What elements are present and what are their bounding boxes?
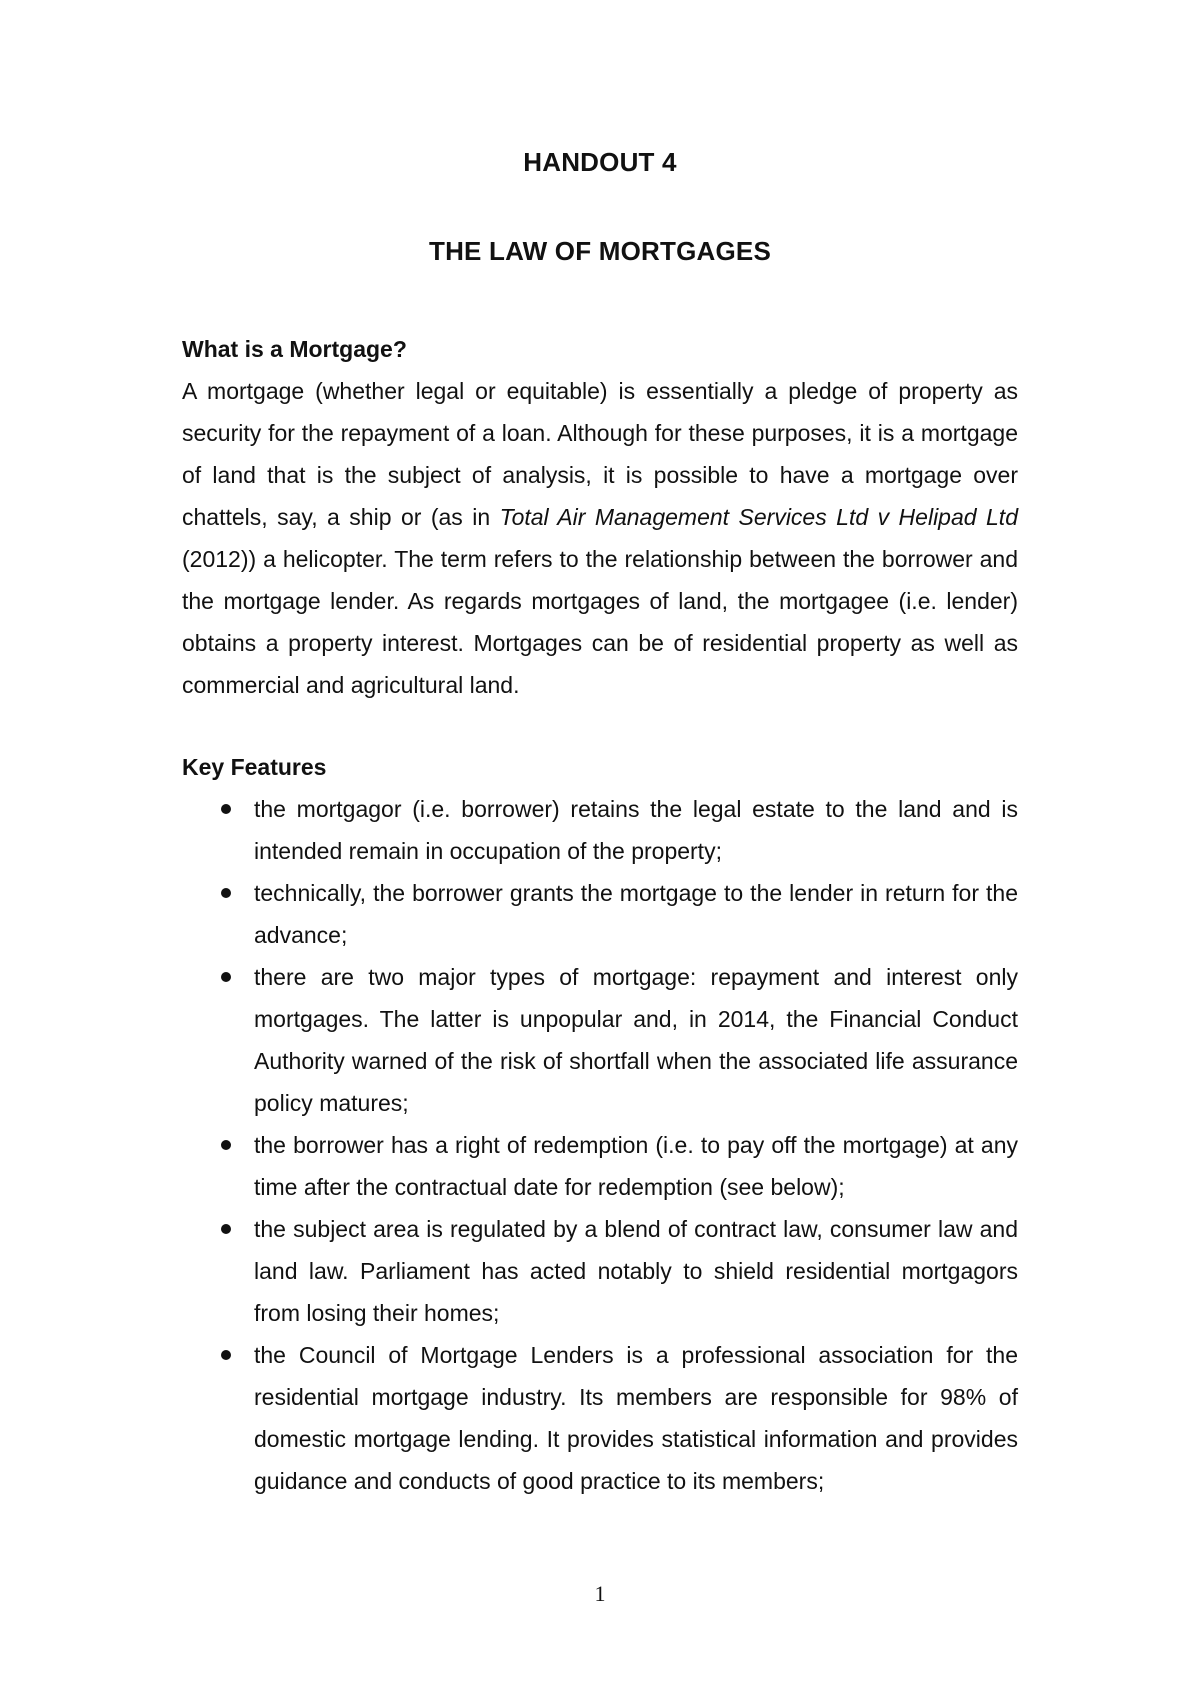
paragraph-text-part-1: A mortgage (whether legal or equitable) is essentially a pledge of property as security for the repayment of a loan. Although for these purposes, it is a mortgage of land that is the subject of analysis, it is possible to have a mortgage over chattels, say, a ship or (as in [182,378,1018,530]
list-item [182,788,1018,872]
list-item [182,1334,1018,1502]
section-heading-key-features: Key Features [182,754,327,780]
mortgage-definition-paragraph [182,370,1018,706]
list-item-text: the Council of Mortgage Lenders is a professional association for the residential mortgage industry. Its members are responsible for 98% of domestic mortgage lending. It provides statistical information and provides guidance and conducts of good practice to its members; [254,1342,1018,1494]
bullet-icon [221,1224,231,1234]
paragraph-text-part-2: (2012)) a helicopter. The term refers to the relationship between the borrower and the mortgage lender. As regards mortgages of land, the mortgagee (i.e. lender) obtains a property interest. Mortgages can be of residential property as well as commercial and agricultural land. [182,546,1018,698]
list-item [182,872,1018,956]
bullet-icon [221,804,231,814]
list-item [182,1124,1018,1208]
bullet-icon [221,1350,231,1360]
list-item-text: the borrower has a right of redemption (i.e. to pay off the mortgage) at any time after the contractual date for redemption (see below); [254,1132,1018,1200]
handout-title: HANDOUT 4 [523,147,677,177]
list-item-text: there are two major types of mortgage: repayment and interest only mortgages. The latter is unpopular and, in 2014, the Financial Conduct Authority warned of the risk of shortfall when the associated life assurance policy matures; [254,964,1018,1116]
bullet-icon [221,1140,231,1150]
list-item [182,956,1018,1124]
section-heading-what-is-mortgage: What is a Mortgage? [182,336,407,362]
case-citation: Total Air Management Services Ltd v Helipad Ltd [499,504,1018,530]
list-item [182,1208,1018,1334]
list-item-text: the mortgagor (i.e. borrower) retains the legal estate to the land and is intended remain in occupation of the property; [254,796,1018,864]
list-item-text: technically, the borrower grants the mortgage to the lender in return for the advance; [254,880,1018,948]
bullet-icon [221,972,231,982]
bullet-icon [221,888,231,898]
list-item-text: the subject area is regulated by a blend of contract law, consumer law and land law. Parliament has acted notably to shield residential mortgagors from losing their homes; [254,1216,1018,1326]
key-features-list [182,788,1018,1502]
document-subject-title: THE LAW OF MORTGAGES [429,236,771,266]
page-number: 1 [594,1581,606,1606]
document-body [182,328,1018,1502]
